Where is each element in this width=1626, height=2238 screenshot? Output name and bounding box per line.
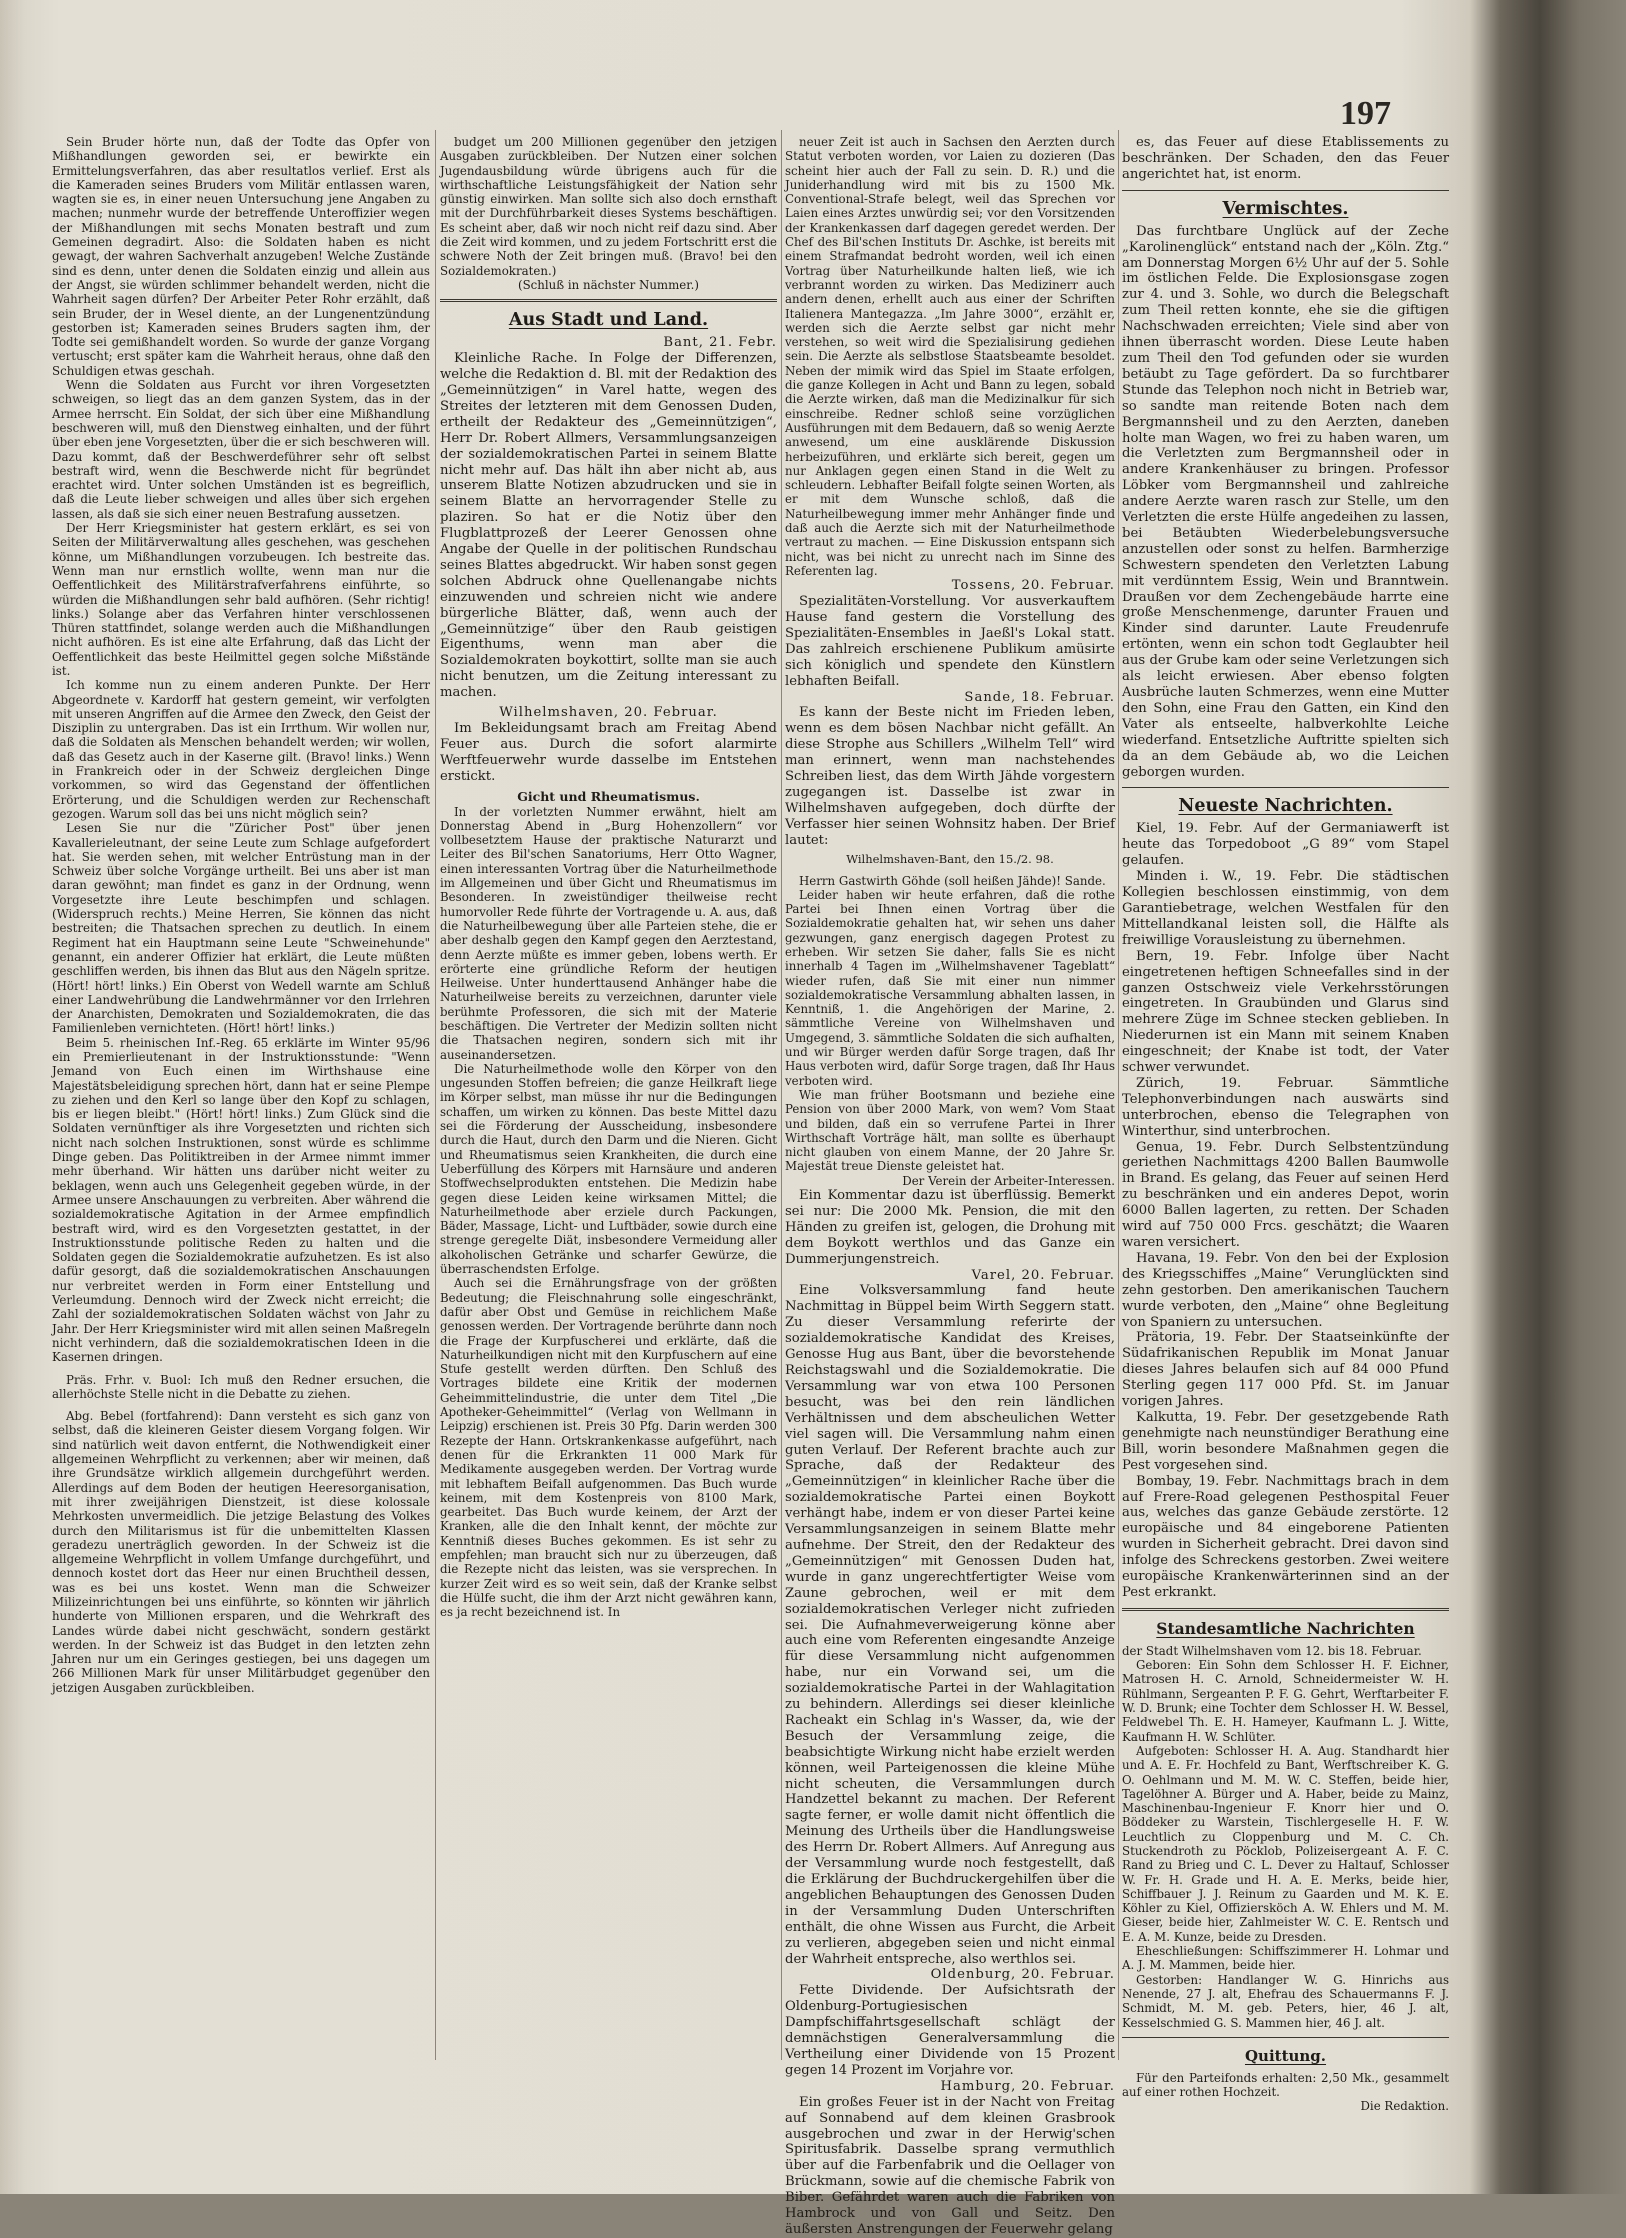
column-rule xyxy=(1118,130,1119,2060)
registry-entry: Geboren: Ein Sohn dem Schlosser H. F. Eichner, Matrosen H. C. Arnold, Schneidermeister W. H. Rühlmann, Sergeanten P. F. G. Gehrt, Werftarbeiter F. W. D. Brunk; eine Tochter dem Schlosser H. W. Bessel, Feldwebel Th. E. H. Hameyer, Kaufmann L. J. Witte, Kaufmann H. W. Schlüter. xyxy=(1122,1658,1449,1744)
news-item: Zürich, 19. Februar. Sämmtliche Telephonverbindungen nach auswärts sind unterbrochen, ebenso die Telegraphen von Winterthur, sind unterbrochen. xyxy=(1122,1075,1449,1139)
letter-heading: Wilhelmshaven-Bant, den 15./2. 98. xyxy=(846,851,1054,866)
dateline: Wilhelmshaven, 20. Februar. xyxy=(499,705,718,721)
news-item: Kiel, 19. Febr. Auf der Germaniawerft ist heute das Torpedoboot „G 89“ vom Stapel gelaufen. xyxy=(1122,821,1449,869)
paragraph: Ein Kommentar dazu ist überflüssig. Bemerkt sei nur: Die 2000 Mk. Pension, die mit den Händen zu greifen ist, gelogen, die Drohung mit dem Boykott werthlos und das Ganze ein Dummerjungenstreich. xyxy=(785,1188,1115,1267)
page-number: 197 xyxy=(1340,95,1391,132)
paragraph: Fette Dividende. Der Aufsichtsrath der Oldenburg-Portugiesischen Dampfschiffahrtsgesellschaft schlägt der demnächstigen Generalversammlung die Vertheilung einer Dividende von 15 Prozent gegen 14 Prozent im Vorjahre vor. xyxy=(785,1983,1115,2078)
paragraph: Spezialitäten-Vorstellung. Vor ausverkauftem Hause fand gestern die Vorstellung des Spezialitäten-Ensembles in Jaeßl's Lokal statt. Das zahlreich erschienene Publikum amüsirte sich königlich und spendete den Künstlern lebhaften Beifall. xyxy=(785,594,1115,689)
paragraph: Im Bekleidungsamt brach am Freitag Abend Feuer aus. Durch die sofort alarmirte Werftfeuerwehr wurde dasselbe im Entstehen erstickt. xyxy=(440,721,777,784)
news-item: Kalkutta, 19. Febr. Der gesetzgebende Rath genehmigte nach neunstündiger Berathung eine Bill, worin besondere Maßnahmen gegen die Pest vorgesehen sind. xyxy=(1122,1409,1449,1473)
news-item: Havana, 19. Febr. Von den bei der Explosion des Kriegsschiffes „Maine“ Verunglückten sind zehn gestorben. Den amerikanischen Tauchern wurde verboten, den „Maine“ ohne Begleitung von Spaniern zu untersuchen. xyxy=(1122,1250,1449,1330)
news-item: Prätoria, 19. Febr. Der Staatseinkünfte der Südafrikanischen Republik im Monat Januar dieses Jahres belaufen sich auf 84 000 Pfund Sterling gegen 117 000 Pfd. St. im Januar vorigen Jahres. xyxy=(1122,1330,1449,1410)
paragraph: Abg. Bebel (fortfahrend): Dann versteht es sich ganz von selbst, daß die kleineren Geister diesem Vorgang folgen. Wir sind natürlich weit davon entfernt, die Nothwendigkeit einer allgemeinen Wehrpflicht zu verkennen; aber wir meinen, daß ihre Grundsätze wirklich allgemein durchgeführt werden. Allerdings auf dem Boden der heutigen Heeresorganisation, mit ihrer zweijährigen Dienstzeit, ist diese kolossale Mehrkosten unvermeidlich. Die jetzige Belastung des Volkes durch den Militarismus ist für die unbemittelten Klassen geradezu unerträglich geworden. In der Schweiz ist die allgemeine Wehrpflicht in vollem Umfange durchgeführt, und dennoch kostet dort das Heer nur einen Bruchtheil dessen, was es bei uns kostet. Wenn man die Schweizer Milizeinrichtungen bei uns einführte, so könnten wir jährlich hunderte von Millionen ersparen, und die Wehrkraft des Landes würde dabei nicht geschwächt, sondern gestärkt werden. In der Schweiz ist das Budget in den letzten zehn Jahren nur um ein Geringes gestiegen, bei uns dagegen um 266 Millionen Mark für unser Militärbudget gegenüber den jetzigen Ausgaben zurückbleiben. xyxy=(52,1409,430,1695)
paragraph: Ein großes Feuer ist in der Nacht von Freitag auf Sonnabend auf dem kleinen Grasbrook ausgebrochen und zwar in der Herwig'schen Spiritusfabrik. Dasselbe sprang vermuthlich über auf die Farbenfabrik und die Oellager von Brückmann, sowie auf die chemische Fabrik von Biber. Gefährdet waren auch die Fabriken von Hambrock und von Gall und Seitz. Den äußersten Anstrengungen der Feuerwehr gelang xyxy=(785,2094,1115,2237)
section-heading: Vermischtes. xyxy=(1222,198,1349,219)
divider xyxy=(1122,2037,1449,2038)
column-4 xyxy=(1122,135,1449,2114)
paragraph: Beim 5. rheinischen Inf.-Reg. 65 erklärte im Winter 95/96 ein Premierlieutenant in der Instruktionsstunde: "Wenn Jemand von Euch einen im Wirthshause eine Majestätsbeleidigung sprechen hört, dann hat er seine Plempe zu ziehen und den Kerl so lange über den Kopf zu schlagen, bis er liegen bleibt." (Hört! hört! links.) Zum Glück sind die Soldaten vernünftiger als ihre Vorgesetzten und richten sich nicht nach solchen Instruktionen, sonst würde es schlimme Dinge geben. Das Politiktreiben in der Armee nimmt immer mehr überhand. Wir hätten uns darüber nicht weiter zu beklagen, wenn auch uns Gelegenheit gegeben würde, in der Armee unsere Anschauungen zu verbreiten. Aber während die sozialdemokratische Agitation in der Armee empfindlich bestraft wird, wird es den Vorgesetzten gestattet, in der Instruktionsstunde politische Reden zu halten und die Soldaten gegen die Sozialdemokratie aufzuhetzen. Es ist also dafür gesorgt, daß die sozialdemokratischen Anschauungen nur verbreitet werden in Form einer Entstellung und Verleumdung. Dennoch wird der Zweck nicht erreicht; die Zahl der sozialdemokratischen Soldaten wächst von Jahr zu Jahr. Der Herr Kriegsminister wird mit allen seinen Maßregeln nicht verhindern, daß die sozialdemokratischen Ideen in die Kasernen dringen. xyxy=(52,1035,430,1365)
registry-entry: Aufgeboten: Schlosser H. A. Aug. Standhardt hier und A. E. Fr. Hochfeld zu Bant, Werftschreiber K. G. O. Oehlmann und M. M. W. C. Steffen, beide hier, Tagelöhner A. Bürger und A. Haber, beide zu Mainz, Maschinenbau-Ingenieur F. Knorr hier und O. Böddeker zu Warstein, Tischlergeselle H. F. W. Leuchtlich zu Cloppenburg und M. C. Ch. Stuckendroth zu Pöcklob, Polizeisergeant A. F. C. Rand zu Brieg und C. L. Dever zu Haltauf, Schlosser W. Fr. H. Grade und H. A. E. Merks, beide hier, Schiffbauer J. J. Reinum zu Gaarden und M. K. E. Köhler zu Kiel, Offiziersköch A. W. Ehlers und M. M. Gieser, beide hier, Zahlmeister W. C. E. Rentsch und E. A. M. Kunze, beide zu Dresden. xyxy=(1122,1743,1449,1944)
paragraph: budget um 200 Millionen gegenüber den jetzigen Ausgaben zurückbleiben. Der Nutzen einer solchen Jugendausbildung würde übrigens auch für die wirthschaftliche Leistungsfähigkeit der Nation sehr günstig einwirken. Man sollte sich also doch ernsthaft mit der Durchführbarkeit dieses Systems beschäftigen. Es scheint aber, daß wir noch nicht reif dazu sind. Aber die Zeit wird kommen, und zu jedem Fortschritt erst die schwere Noth der Zeit bringen muß. (Bravo! bei den Sozialdemokraten.) xyxy=(440,135,777,278)
dateline: Sande, 18. Februar. xyxy=(964,689,1115,705)
column-3 xyxy=(785,135,1115,2237)
section-heading: Quittung. xyxy=(1244,2046,1327,2065)
paragraph: Der Herr Kriegsminister hat gestern erklärt, es sei von Seiten der Militärverwaltung alles geschehen, was geschehen könne, um Mißhandlungen vorzubeugen. Ich bestreite das. Wenn man nur ernstlich wollte, wenn man nur die Oeffentlichkeit des Militärstrafverfahrens einführte, so würden die Mißhandlungen sehr bald aufhören. (Sehr richtig! links.) Solange aber das Verfahren hinter verschlossenen Thüren stattfindet, solange werden auch die Mißhandlungen nicht aufhören. Es ist eine alte Erfahrung, daß das Licht der Oeffentlichkeit das beste Heilmittel gegen solche Mißstände ist. xyxy=(52,521,430,678)
registry-entry: Gestorben: Handlanger W. G. Hinrichs aus Nenende, 27 J. alt, Ehefrau des Schauermanns F. J. Schmidt, M. M. geb. Peters, hier, 46 J. alt, Kesselschmied G. S. Mammen hier, 46 J. alt. xyxy=(1122,1972,1449,2030)
paragraph: es, das Feuer auf diese Etablissements zu beschränken. Der Schaden, den das Feuer angerichtet hat, ist enorm. xyxy=(1122,135,1449,182)
paragraph: Lesen Sie nur die "Züricher Post" über jenen Kavallerieleutnant, der seine Leute zum Schlage aufgefordert hat. Sie werden sehen, mit welcher Entrüstung man in der Schweiz über solche Vorgänge urtheilt. Bei uns aber ist man daran gewöhnt; man findet es ganz in der Ordnung, wenn Vorgesetzte ihre Leute beschimpfen und schlagen. (Widerspruch rechts.) Meine Herren, Sie können das nicht bestreiten; die Thatsachen sprechen zu deutlich. In einem Regiment hat ein Hauptmann seine Leute "Schweinehunde" genannt, ein anderer Offizier hat erklärt, die Leute müßten geschliffen werden, bis ihnen das Blut aus den Nägeln spritze. (Hört! hört! links.) Ein Oberst von Wedell warnte am Schluß einer Landwehrübung die Landwehrmänner vor den Irrlehren der Anarchisten, Demokraten und Sozialdemokraten, die das Familienleben vernichteten. (Hört! hört! links.) xyxy=(52,821,430,1036)
section-heading: Neueste Nachrichten. xyxy=(1178,796,1393,817)
divider xyxy=(1122,787,1449,788)
letter-paragraph: Wie man früher Bootsmann und beziehe eine Pension von über 2000 Mark, von wem? Vom Staat und bilden, daß ein so verrufene Partei in Ihrer Wirthschaft Vorträge hält, man sollte es überhaupt nicht glauben von einem Manne, der 20 Jahre Sr. Majestät treue Dienste geleistet hat. xyxy=(785,1087,1115,1174)
dateline: Bant, 21. Febr. xyxy=(663,335,777,351)
column-2 xyxy=(440,135,777,2055)
receipt-signature: Die Redaktion. xyxy=(1360,2099,1449,2114)
letter-addressee: Herrn Gastwirth Göhde (soll heißen Jähde)! Sande. xyxy=(799,873,1106,888)
subheading: Gicht und Rheumatismus. xyxy=(517,788,700,804)
news-item: Bern, 19. Febr. Infolge über Nacht eingetretenen heftigen Schneefalles sind in der ganzen Ostschweiz viele Verkehrsstörungen eingetreten. In Graubünden und Glarus sind mehrere Züge im Schnee stecken geblieben. In Niederurnen ist ein Mann mit seinem Knaben eingeschneit; der Knabe ist todt, der Vater schwer verwundet. xyxy=(1122,948,1449,1076)
paragraph: Es kann der Beste nicht im Frieden leben, wenn es dem bösen Nachbar nicht gefällt. An diese Strophe aus Schillers „Wilhelm Tell“ wird man erinnert, wenn man nachstehendes Schreiben liest, das dem Wirth Jähde vorgestern zugegangen ist. Dasselbe ist zwar in Wilhelmshaven aufgegeben, doch dürfte der Verfasser hier seinen Wohnsitz haben. Der Brief lautet: xyxy=(785,705,1115,848)
registry-entry: Eheschließungen: Schiffszimmerer H. Lohmar und A. J. M. Mammen, beide hier. xyxy=(1122,1944,1449,1973)
divider xyxy=(1122,1608,1449,1611)
paragraph: Auch sei die Ernährungsfrage von der größten Bedeutung; die Fleischnahrung solle eingeschränkt, dafür aber Obst und Gemüse in reichlichem Maße genossen werden. Der Vortragende berührte dann noch die Frage der Kurpfuscherei und erklärte, daß die Naturheilkundigen nicht mit den Kurpfuschern auf eine Stufe gestellt werden dürften. Den Schluß des Vortrages bildete eine Kritik der modernen Geheimmittelindustrie, die unter dem Titel „Die Apotheker-Geheimmittel“ (Verlag von Wellmann in Leipzig) erschienen ist. Preis 30 Pfg. Darin werden 300 Rezepte der Hann. Ortskrankenkasse aufgeführt, nach denen für die Erkrankten 11 000 Mark für Medikamente ausgegeben werden. Der Vortrag wurde mit lebhaftem Beifall aufgenommen. Das Buch wurde keinem, mit dem Kostenpreis von 8100 Mark, gearbeitet. Das Buch wurde keinem, der Arzt der Kranken, alle die den Inhalt kennt, der möchte zur Kenntniß dieses Buches gekommen. Es ist sehr zu empfehlen; man braucht sich nur zu überzeugen, daß die Rezepte nicht das leisten, was sie versprechen. In kurzer Zeit wird es so weit sein, daß der Kranke selbst die Hülfe sucht, die ihm der Arzt nicht gewähren kann, es ja recht bezeichnend ist. In xyxy=(440,1276,777,1620)
news-item: Bombay, 19. Febr. Nachmittags brach in dem auf Frere-Road gelegenen Pesthospital Feuer aus, welches das ganze Gebäude zerstörte. 12 europäische und 84 eingeborene Patienten wurden in Sicherheit gebracht. Drei davon sind infolge des Schreckens gestorben. Zwei weitere europäische Krankenwärterinnen sind an der Pest erkrankt. xyxy=(1122,1473,1449,1600)
dateline: Hamburg, 20. Februar. xyxy=(940,2078,1115,2094)
paragraph: Präs. Frhr. v. Buol: Ich muß den Redner ersuchen, die allerhöchste Stelle nicht in die Debatte zu ziehen. xyxy=(52,1372,430,1401)
letter-paragraph: Leider haben wir heute erfahren, daß die rothe Partei bei Ihnen einen Vortrag über die Sozialdemokratie gehalten hat, wir sehen uns daher gezwungen, ganz energisch dagegen Protest zu erheben. Wir setzen Sie daher, falls Sie es nicht innerhalb 4 Tagen im „Wilhelmshavener Tageblatt“ wieder rufen, daß Sie mit einer nun nimmer sozialdemokratische Versammlung abhalten lassen, in Kenntniß, 1. die Angehörigen der Marine, 2. sämmtliche Vereine von Wilhelmshaven und Umgegend, 3. sämmtliche Soldaten die sich aufhalten, und wir Bürger werden dafür Sorge tragen, daß Ihr Haus verboten wird, dafür Sorge tragen, daß Ihr Haus verboten wird. xyxy=(785,887,1115,1088)
paragraph: Die Naturheilmethode wolle den Körper von den ungesunden Stoffen befreien; die ganze Heilkraft liege im Körper selbst, man müsse ihr nur die Bedingungen schaffen, um wirken zu können. Das beste Mittel dazu sei die Förderung der Ausscheidung, insbesondere durch die Haut, durch den Darm und die Nieren. Gicht und Rheumatismus seien Krankheiten, die durch eine Ueberfüllung des Körpers mit Harnsäure und anderen Stoffwechselprodukten entstehen. Die Medizin habe gegen diese Leiden keine wirksamen Mittel; die Naturheilmethode aber erziele durch Packungen, Bäder, Massage, Licht- und Luftbäder, sowie durch eine strenge geregelte Diät, insbesondere Vermeidung aller alkoholischen Getränke und scharfer Gewürze, die überraschendsten Erfolge. xyxy=(440,1061,777,1277)
paragraph: Eine Volksversammlung fand heute Nachmittag in Büppel beim Wirth Seggern statt. Zu dieser Versammlung referirte der sozialdemokratische Kandidat des Kreises, Genosse Hug aus Bant, über die bevorstehende Reichstagswahl und die Sozialdemokratie. Die Versammlung war von etwa 100 Personen besucht, was bei den rein ländlichen Verhältnissen und dem abscheulichen Wetter viel sagen will. Die Versammlung nahm einen guten Verlauf. Der Referent brachte auch zur Sprache, daß der Redakteur des „Gemeinnützigen“ in kleinlicher Rache über die sozialdemokratische Partei einen Boykott verhängt habe, indem er von dieser Partei keine Versammlungsanzeigen in seinem Blatte mehr aufnehme. Der Streit, den der Redakteur des „Gemeinnützigen“ mit Genossen Duden hat, wurde in ganz ungerechtfertigter Weise vom Zaune gebrochen, weil er mit dem sozialdemokratischen Verleger nicht zufrieden sei. Die Aufnahmeverweigerung könne aber auch eine vom Referenten eingesandte Anzeige für diese Versammlung nicht aufgenommen habe, nur ein Vorwand sei, um die sozialdemokratische Partei in der Wahlagitation zu behindern. Allerdings sei dieser kleinliche Racheakt ein Schlag in's Wasser, da, wie der Besuch der Versammlung zeige, die beabsichtigte Wirkung nicht habe erzielt werden können, weil Parteigenossen die kleine Mühe nicht scheuten, die Versammlungen durch Handzettel bekannt zu machen. Der Referent sagte ferner, er wolle damit nicht öffentlich die Meinung des Urtheils über die Handlungsweise des Herrn Dr. Robert Allmers. Auf Anregung aus der Versammlung wurde noch festgestellt, daß die Erklärung der Buchdruckergehilfen über die angeblichen Behauptungen des Genossen Duden in der Versammlung Duden Unterschriften enthält, die ohne Wissen aus Furcht, die Arbeit zu verlieren, abgegeben seien und nicht einmal der Wahrheit entspreche, also werthlos sei. xyxy=(785,1283,1115,1967)
dateline: Oldenburg, 20. Februar. xyxy=(930,1967,1115,1983)
paragraph: neuer Zeit ist auch in Sachsen den Aerzten durch Statut verboten worden, vor Laien zu dozieren (Das scheint hier auch der Fall zu sein. D. R.) und die Juniderhandlung wird mit bis zu 1500 Mk. Conventional-Strafe belegt, weil das Sprechen vor Laien eines Arztes unwürdig sei; vor den Vorsitzenden der Krankenkassen darf dagegen geredet werden. Der Chef des Bil'schen Instituts Dr. Aschke, ist bereits mit einem Strafmandat bedroht worden, weil ich einen Vortrag über Naturheilkunde halten ließ, wie ich verbrannt worden zu wirken. Das Medizinerr auch andern denen, erhellt auch aus einer der Schriften Italienera Mantegazza. „Im Jahre 3000“, erzählt er, werden sich die Aerzte selbst gar nicht mehr verstehen, so weit wird die Spezialisirung gediehen sein. Die Aerzte als selbstlose Staatsbeamte besoldet. Neben der mimik wird das Spiel im Staate erfolgen, die ganze Kollegen in Acht und Bann zu legen, sobald die Aerzte wirken, daß man die Medizinalkur für sich einschreibe. Redner schloß seine vorzüglichen Ausführungen mit dem Bedauern, daß so wenig Aerzte anwesend, um eine ausklärende Diskussion herbeizuführen, und erklärte sich bereit, gegen um nur Anklagen gegen einen Stand in die Welt zu schleudern. Lebhafter Beifall folgte seinen Worten, als er mit dem Wunsche schloß, daß die Naturheilbewegung immer mehr Anhänger finde und daß auch die Aerzte sich mit der Naturheilmethode vertraut zu machen. — Eine Diskussion entspann sich nicht, was bei nicht zu unrecht nach im Sinne des Referenten lag. xyxy=(785,135,1115,578)
dateline: Varel, 20. Februar. xyxy=(971,1267,1115,1283)
news-item: Genua, 19. Febr. Durch Selbstentzündung geriethen Nachmittags 4200 Ballen Baumwolle in Brand. Es gelang, das Feuer auf seinen Herd zu beschränken und ein anderes Depot, worin 6000 Ballen lagerten, zu retten. Der Schaden wird auf 750 000 Frcs. geschätzt; die Waaren waren versichert. xyxy=(1122,1139,1449,1250)
letter-signature: Der Verein der Arbeiter-Interessen. xyxy=(902,1173,1115,1188)
dateline: Tossens, 20. Februar. xyxy=(951,578,1115,594)
paragraph: In der vorletzten Nummer erwähnt, hielt am Donnerstag Abend in „Burg Hohenzollern“ vor vollbesetztem Hause der praktische Naturarzt und Leiter des Bil'schen Sanatoriums, Herr Otto Wagner, einen interessanten Vortrag über die Naturheilmethode im Allgemeinen und über Gicht und Rheumatismus im Besonderen. In zweistündiger theilweise recht humorvoller Rede führte der Vortragende u. A. aus, daß die Naturheilbewegung über alle Parteien stehe, die er aber deshalb gegen den Kampf gegen den Aerztestand, denn Aerzte müßte es immer geben, lobens werth. Er erörterte eine gründliche Reform der heutigen Heilweise. Unter hunderttausend Anhänger habe die Naturheilweise bereits zu verzeichnen, darunter viele berühmte Professoren, die sich mit der Materie beschäftigen. Die Vertreter der Medizin sollten nicht die Thatsachen negiren, sondern sich mit ihr auseinandersetzen. xyxy=(440,804,777,1062)
column-1 xyxy=(52,135,430,2055)
column-rule xyxy=(435,130,436,2060)
divider xyxy=(1122,190,1449,191)
registry-intro: der Stadt Wilhelmshaven vom 12. bis 18. Februar. xyxy=(1122,1643,1422,1658)
paragraph: Sein Bruder hörte nun, daß der Todte das Opfer von Mißhandlungen geworden sei, er bewirkte ein Ermittelungsverfahren, das aber resultatlos verlief. Erst als die Kameraden seines Bruders vom Militär entlassen waren, wagten sie es, in einer neuen Untersuchung jene Angaben zu machen; nunmehr wurde der betreffende Unteroffizier wegen der Mißhandlungen mit sechs Monaten bestraft und zum Gemeinen degradirt. Also: die Soldaten haben es nicht gewagt, der wahren Sachverhalt anzugeben! Welche Zustände sind es denn, unter denen die Soldaten einzig und allein aus der Angst, sie würden schlimmer behandelt werden, nicht die Wahrheit sagen dürfen? Der Arbeiter Peter Rohr erzählt, daß sein Bruder, der in Wesel diente, an der Lungenentzündung gestorben ist; Kameraden seines Bruders sagten ihm, der Todte sei gemißhandelt worden. So wurde der ganze Vorgang vertuscht; erst später kam die Wahrheit heraus, ohne daß den Schuldigen etwas geschah. xyxy=(52,135,430,378)
receipt-text: Für den Parteifonds erhalten: 2,50 Mk., gesammelt auf einer rothen Hochzeit. xyxy=(1122,2070,1449,2100)
section-heading: Aus Stadt und Land. xyxy=(508,310,709,331)
divider xyxy=(440,299,777,302)
paragraph: Das furchtbare Unglück auf der Zeche „Karolinenglück“ entstand nach der „Köln. Ztg.“ am Donnerstag Morgen 6½ Uhr auf der 5. Sohle im östlichen Felde. Die Explosionsgase zogen zur 4. und 3. Sohle, wo durch die Belegschaft zum Theil retten konnte, ehe sie die giftigen Nachschwaden erreichten; Viele sind aber von ihnen überrascht worden. Diese Leute haben zum Theil den Tod gefunden oder sie wurden betäubt zu Tage gefördert. Da so furchtbarer Stunde das Telephon noch nicht in Betrieb war, so sandte man reitende Boten nach dem Bergmannsheil und zu den Aerzten, daneben holte man Wagen, wo frei zu haben waren, um die Verletzten zum Bergmannsheil oder in andere Krankenhäuser zu bringen. Professor Löbker vom Bergmannsheil und zahlreiche andere Aerzte waren rasch zur Stelle, um den Verletzten die erste Hülfe angedeihen zu lassen, bei Betäubten Wiederbelebungsversuche anzustellen oder sonst zu helfen. Barmherzige Schwestern spendeten den Verletzten Labung mit verdünntem Essig, Wein und Branntwein. Draußen vor dem Zechengebäude harrte eine große Menschenmenge, darunter Frauen und Kinder sind darunter. Laute Freudenrufe ertönten, wenn ein schon todt Geglaubter heil aus der Grube kam oder seine Verletzungen sich als leicht erwiesen. Aber ebenso folgten Ausbrüche lauten Schmerzes, wenn eine Mutter den Sohn, eine Frau den Gatten, ein Kind den Vater als entseelte, halbverkohlte Leiche wiederfand. Entsetzliche Auftritte spielten sich da an dem Gebäude ab, wo die Leichen geborgen wurden. xyxy=(1122,223,1449,780)
paragraph: Ich komme nun zu einem anderen Punkte. Der Herr Abgeordnete v. Kardorff hat gestern gemeint, wir verfolgten mit unseren Angriffen auf die Armee den Zweck, den Geist der Disziplin zu untergraben. Das ist ein Irrthum. Wir wollen nur, daß die Soldaten als Menschen behandelt werden; wir wollen, daß das Gesetz auch in der Kaserne gilt. (Bravo! links.) Wenn in Frankreich oder in der Schweiz dergleichen Dinge vorkommen, so wird das Gegenstand der öffentlichen Erörterung, und die Schuldigen werden zur Rechenschaft gezogen. Warum soll das bei uns nicht möglich sein? xyxy=(52,678,430,821)
paragraph: Wenn die Soldaten aus Furcht vor ihren Vorgesetzten schweigen, so liegt das an dem ganzen System, das in der Armee herrscht. Ein Soldat, der sich über eine Mißhandlung beschweren will, muß den Dienstweg einhalten, und der führt über eben jene Vorgesetzten, über die er sich beschweren will. Dazu kommt, daß der Beschwerdeführer sehr oft selbst bestraft wird, wenn die Beschwerde nicht für begründet erachtet wird. Unter solchen Umständen ist es begreiflich, daß die Leute lieber schweigen und alles über sich ergehen lassen, als daß sie sich einer neuen Bestrafung aussetzen. xyxy=(52,378,430,521)
news-item: Minden i. W., 19. Febr. Die städtischen Kollegien beschlossen einstimmig, von dem Garantiebetrage, welchen Westfalen für den Mittellandkanal leisten soll, die Hälfte als freiwillige Vorausleistung zu übernehmen. xyxy=(1122,869,1449,948)
continuation-note: (Schluß in nächster Nummer.) xyxy=(518,277,699,292)
paragraph: Kleinliche Rache. In Folge der Differenzen, welche die Redaktion d. Bl. mit der Redaktion des „Gemeinnützigen“ in Varel hatte, wegen des Streites der letzteren mit dem Genossen Duden, ertheilt der Redakteur des „Gemeinnützigen“, Herr Dr. Robert Allmers, Versammlungsanzeigen der sozialdemokratischen Partei in seinem Blatte nicht mehr auf. Das hält ihn aber nicht ab, aus unserem Blatte Notizen abzudrucken und sie in seinem Blatte an hervorragender Stelle zu plaziren. So hat er die Notiz über den Flugblattprozeß der Leerer Genossen ohne Angabe der Quelle in der politischen Rundschau seines Blattes abgedruckt. Wir haben sonst gegen solchen Abdruck ohne Quellenangabe nichts einzuwenden und schreien nicht wie andere bürgerliche Blätter, daß, wenn auch der „Gemeinnützige“ über den Raub geistigen Eigenthums, wenn man aber die Sozialdemokraten boykottirt, sollte man sie auch nicht benutzen, um die Zeitung interessant zu machen. xyxy=(440,351,777,701)
column-rule xyxy=(781,130,782,2060)
section-heading: Standesamtliche Nachrichten xyxy=(1156,1618,1415,1638)
